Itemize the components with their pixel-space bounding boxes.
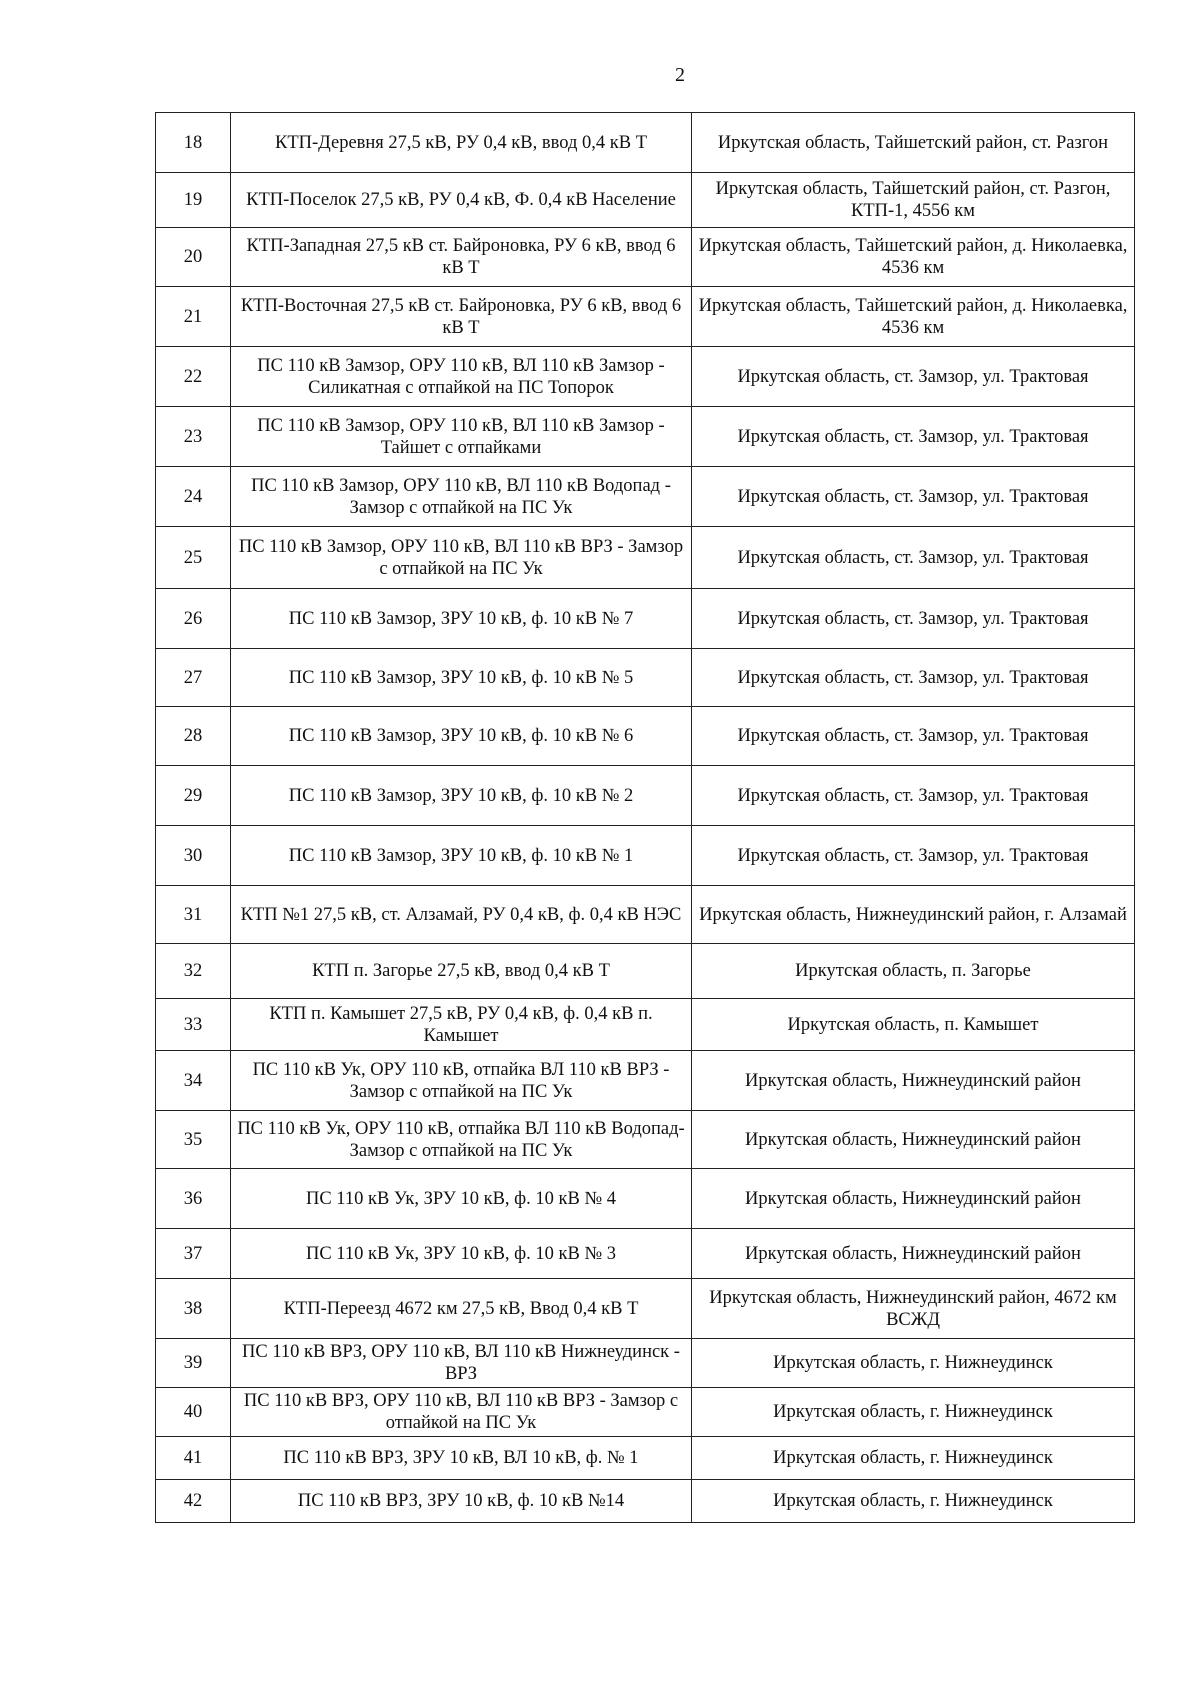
object-name-cell: ПС 110 кВ Замзор, ЗРУ 10 кВ, ф. 10 кВ № 6 [231,707,692,766]
row-number-cell: 42 [156,1480,231,1523]
table-row [156,707,1135,766]
table-row [156,113,1135,173]
location-cell: Иркутская область, Нижнеудинский район [692,1169,1135,1229]
table-row [156,886,1135,944]
location-cell: Иркутская область, Нижнеудинский район, г. Алзамай [692,886,1135,944]
table-row [156,944,1135,999]
table-row [156,1480,1135,1523]
row-number-cell: 40 [156,1388,231,1437]
objects-table-container [155,112,1135,1523]
object-name-cell: ПС 110 кВ ВРЗ, ОРУ 110 кВ, ВЛ 110 кВ Нижнеудинск - ВРЗ [231,1339,692,1388]
row-number-cell: 25 [156,527,231,589]
location-cell: Иркутская область, Тайшетский район, ст. Разгон [692,113,1135,173]
row-number-cell: 34 [156,1051,231,1111]
location-cell: Иркутская область, г. Нижнеудинск [692,1480,1135,1523]
row-number-cell: 35 [156,1111,231,1169]
object-name-cell: ПС 110 кВ Замзор, ЗРУ 10 кВ, ф. 10 кВ № 7 [231,589,692,649]
location-cell: Иркутская область, г. Нижнеудинск [692,1437,1135,1480]
object-name-cell: ПС 110 кВ Ук, ОРУ 110 кВ, отпайка ВЛ 110 кВ Водопад-Замзор с отпайкой на ПС Ук [231,1111,692,1169]
location-cell: Иркутская область, Нижнеудинский район [692,1051,1135,1111]
table-row [156,173,1135,228]
table-row [156,527,1135,589]
object-name-cell: ПС 110 кВ ВРЗ, ЗРУ 10 кВ, ВЛ 10 кВ, ф. № 1 [231,1437,692,1480]
object-name-cell: ПС 110 кВ Замзор, ЗРУ 10 кВ, ф. 10 кВ № 1 [231,826,692,886]
object-name-cell: КТП-Западная 27,5 кВ ст. Байроновка, РУ 6 кВ, ввод 6 кВ Т [231,228,692,287]
row-number-cell: 26 [156,589,231,649]
object-name-cell: КТП п. Загорье 27,5 кВ, ввод 0,4 кВ Т [231,944,692,999]
object-name-cell: КТП-Деревня 27,5 кВ, РУ 0,4 кВ, ввод 0,4 кВ Т [231,113,692,173]
row-number-cell: 24 [156,467,231,527]
row-number-cell: 22 [156,347,231,407]
table-row [156,1051,1135,1111]
table-row [156,1169,1135,1229]
object-name-cell: ПС 110 кВ ВРЗ, ОРУ 110 кВ, ВЛ 110 кВ ВРЗ - Замзор с отпайкой на ПС Ук [231,1388,692,1437]
object-name-cell: КТП-Переезд 4672 км 27,5 кВ, Ввод 0,4 кВ Т [231,1279,692,1339]
table-row [156,649,1135,707]
location-cell: Иркутская область, ст. Замзор, ул. Трактовая [692,407,1135,467]
table-row [156,1279,1135,1339]
table-row [156,999,1135,1051]
objects-table [155,112,1135,1523]
location-cell: Иркутская область, п. Камышет [692,999,1135,1051]
row-number-cell: 18 [156,113,231,173]
object-name-cell: КТП-Поселок 27,5 кВ, РУ 0,4 кВ, Ф. 0,4 кВ Население [231,173,692,228]
object-name-cell: ПС 110 кВ ВРЗ, ЗРУ 10 кВ, ф. 10 кВ №14 [231,1480,692,1523]
location-cell: Иркутская область, г. Нижнеудинск [692,1339,1135,1388]
row-number-cell: 23 [156,407,231,467]
table-row [156,407,1135,467]
object-name-cell: КТП-Восточная 27,5 кВ ст. Байроновка, РУ 6 кВ, ввод 6 кВ Т [231,287,692,347]
location-cell: Иркутская область, ст. Замзор, ул. Трактовая [692,826,1135,886]
object-name-cell: ПС 110 кВ Ук, ЗРУ 10 кВ, ф. 10 кВ № 3 [231,1229,692,1279]
location-cell: Иркутская область, ст. Замзор, ул. Трактовая [692,347,1135,407]
location-cell: Иркутская область, п. Загорье [692,944,1135,999]
table-row [156,1111,1135,1169]
row-number-cell: 30 [156,826,231,886]
table-row [156,589,1135,649]
row-number-cell: 19 [156,173,231,228]
table-row [156,228,1135,287]
object-name-cell: ПС 110 кВ Замзор, ОРУ 110 кВ, ВЛ 110 кВ Замзор - Силикатная с отпайкой на ПС Топорок [231,347,692,407]
location-cell: Иркутская область, ст. Замзор, ул. Трактовая [692,707,1135,766]
row-number-cell: 20 [156,228,231,287]
row-number-cell: 41 [156,1437,231,1480]
object-name-cell: ПС 110 кВ Ук, ОРУ 110 кВ, отпайка ВЛ 110 кВ ВРЗ - Замзор с отпайкой на ПС Ук [231,1051,692,1111]
location-cell: Иркутская область, Тайшетский район, д. Николаевка, 4536 км [692,228,1135,287]
location-cell: Иркутская область, ст. Замзор, ул. Трактовая [692,589,1135,649]
row-number-cell: 31 [156,886,231,944]
location-cell: Иркутская область, Нижнеудинский район, 4672 км ВСЖД [692,1279,1135,1339]
page-number: 2 [675,64,685,86]
location-cell: Иркутская область, Тайшетский район, ст. Разгон, КТП-1, 4556 км [692,173,1135,228]
object-name-cell: ПС 110 кВ Замзор, ОРУ 110 кВ, ВЛ 110 кВ ВРЗ - Замзор с отпайкой на ПС Ук [231,527,692,589]
table-row [156,826,1135,886]
table-row [156,1437,1135,1480]
row-number-cell: 32 [156,944,231,999]
row-number-cell: 39 [156,1339,231,1388]
object-name-cell: КТП п. Камышет 27,5 кВ, РУ 0,4 кВ, ф. 0,4 кВ п. Камышет [231,999,692,1051]
object-name-cell: ПС 110 кВ Замзор, ОРУ 110 кВ, ВЛ 110 кВ Водопад - Замзор с отпайкой на ПС Ук [231,467,692,527]
object-name-cell: ПС 110 кВ Ук, ЗРУ 10 кВ, ф. 10 кВ № 4 [231,1169,692,1229]
row-number-cell: 36 [156,1169,231,1229]
location-cell: Иркутская область, ст. Замзор, ул. Трактовая [692,649,1135,707]
table-row [156,467,1135,527]
objects-table-body [156,113,1135,1523]
row-number-cell: 27 [156,649,231,707]
row-number-cell: 33 [156,999,231,1051]
row-number-cell: 37 [156,1229,231,1279]
location-cell: Иркутская область, Нижнеудинский район [692,1111,1135,1169]
table-row [156,1388,1135,1437]
row-number-cell: 21 [156,287,231,347]
location-cell: Иркутская область, Тайшетский район, д. Николаевка, 4536 км [692,287,1135,347]
object-name-cell: ПС 110 кВ Замзор, ЗРУ 10 кВ, ф. 10 кВ № 2 [231,766,692,826]
table-row [156,1339,1135,1388]
location-cell: Иркутская область, ст. Замзор, ул. Трактовая [692,467,1135,527]
object-name-cell: КТП №1 27,5 кВ, ст. Алзамай, РУ 0,4 кВ, ф. 0,4 кВ НЭС [231,886,692,944]
object-name-cell: ПС 110 кВ Замзор, ОРУ 110 кВ, ВЛ 110 кВ Замзор - Тайшет с отпайками [231,407,692,467]
location-cell: Иркутская область, г. Нижнеудинск [692,1388,1135,1437]
location-cell: Иркутская область, Нижнеудинский район [692,1229,1135,1279]
table-row [156,1229,1135,1279]
table-row [156,766,1135,826]
table-row [156,347,1135,407]
location-cell: Иркутская область, ст. Замзор, ул. Трактовая [692,527,1135,589]
row-number-cell: 28 [156,707,231,766]
table-row [156,287,1135,347]
row-number-cell: 38 [156,1279,231,1339]
row-number-cell: 29 [156,766,231,826]
object-name-cell: ПС 110 кВ Замзор, ЗРУ 10 кВ, ф. 10 кВ № 5 [231,649,692,707]
location-cell: Иркутская область, ст. Замзор, ул. Трактовая [692,766,1135,826]
